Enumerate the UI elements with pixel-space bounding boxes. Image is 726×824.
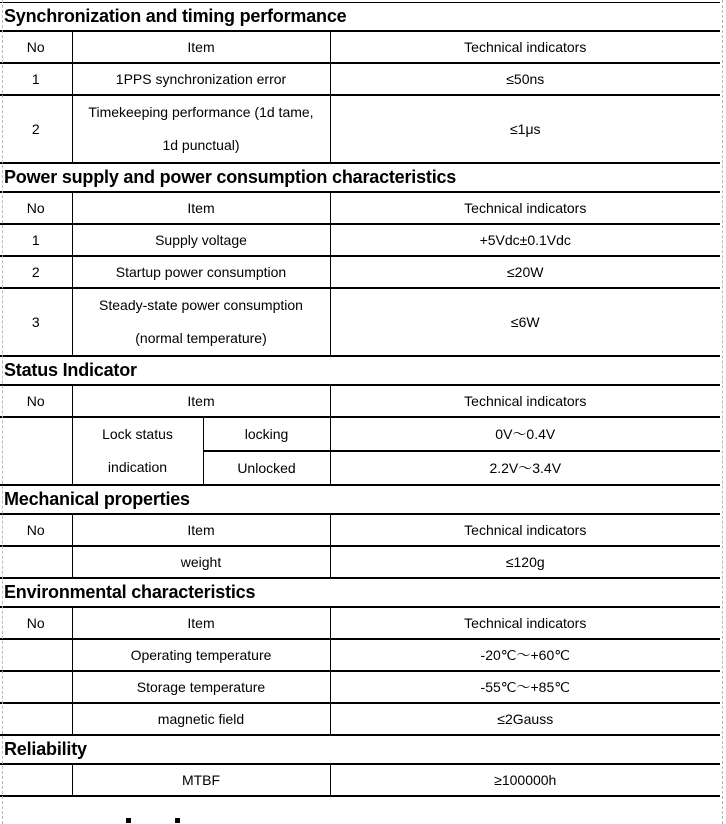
section-heading: Synchronization and timing performance: [4, 6, 347, 26]
cell-item: Operating temperature: [72, 639, 330, 671]
header-cell-indicator: Technical indicators: [330, 607, 720, 639]
table-row: [0, 703, 720, 735]
text-boundary-right-guide: [722, 0, 723, 824]
spec-table: [0, 513, 720, 579]
cutoff-text-fragment: [175, 818, 180, 823]
spec-table: [0, 763, 720, 797]
spec-table: [0, 606, 720, 736]
table-row: [0, 288, 720, 356]
header-cell-item: Item: [72, 385, 330, 417]
cell-indicator: ≤120g: [330, 546, 720, 578]
spec-table: [0, 30, 720, 164]
cell-item: Supply voltage: [72, 224, 330, 256]
table-row: [0, 764, 720, 796]
cell-item: [72, 288, 330, 356]
cell-no: 1: [0, 63, 72, 95]
section-heading: Status Indicator: [4, 360, 137, 380]
header-cell-no: No: [0, 192, 72, 224]
table-row: [0, 546, 720, 578]
cell-item-line2: (normal temperature): [135, 330, 267, 346]
cell-item-line2: 1d punctual): [162, 137, 240, 153]
header-cell-no: No: [0, 514, 72, 546]
section-heading: Mechanical properties: [4, 489, 190, 509]
cell-indicator: ≤2Gauss: [330, 703, 720, 735]
cell-no: 2: [0, 256, 72, 288]
table-row: [0, 224, 720, 256]
cell-indicator: +5Vdc±0.1Vdc: [330, 224, 720, 256]
cell-sub-item: Unlocked: [203, 451, 330, 485]
table-row: [0, 639, 720, 671]
cell-indicator: ≤1μs: [330, 95, 720, 163]
section-heading: Power supply and power consumption characteristics: [4, 167, 457, 187]
table-header-row: [0, 514, 720, 546]
cell-item: MTBF: [72, 764, 330, 796]
section-reliability: [0, 736, 720, 797]
header-cell-no: No: [0, 607, 72, 639]
cell-item-group: [72, 417, 203, 485]
cell-no: [0, 546, 72, 578]
table-header-row: [0, 385, 720, 417]
header-cell-item: Item: [72, 514, 330, 546]
table-header-row: [0, 607, 720, 639]
cell-item: 1PPS synchronization error: [72, 63, 330, 95]
section-power-supply: [0, 164, 720, 357]
section-heading: Reliability: [4, 739, 87, 759]
cell-indicator: 2.2V～3.4V: [330, 451, 720, 485]
cell-item: weight: [72, 546, 330, 578]
cell-item-line1: Lock status: [102, 426, 173, 442]
cell-item: Startup power consumption: [72, 256, 330, 288]
section-mechanical: [0, 486, 720, 579]
cell-no: 2: [0, 95, 72, 163]
header-cell-no: No: [0, 31, 72, 63]
cell-no: [0, 417, 72, 485]
spec-table: [0, 384, 720, 486]
table-row: [0, 256, 720, 288]
cell-item: Storage temperature: [72, 671, 330, 703]
cell-sub-item: locking: [203, 417, 330, 451]
cell-indicator: ≤20W: [330, 256, 720, 288]
cell-indicator: ≤6W: [330, 288, 720, 356]
header-cell-no: No: [0, 385, 72, 417]
cell-no: 3: [0, 288, 72, 356]
cell-indicator: ≤50ns: [330, 63, 720, 95]
section-heading: Environmental characteristics: [4, 582, 256, 602]
cell-item: magnetic field: [72, 703, 330, 735]
cell-item-line1: Steady-state power consumption: [99, 297, 303, 313]
table-row: [0, 671, 720, 703]
section-sync-timing: [0, 3, 720, 164]
table-row: [0, 95, 720, 163]
section-environmental: [0, 579, 720, 736]
cell-no: [0, 764, 72, 796]
cell-indicator: 0V～0.4V: [330, 417, 720, 451]
cell-no: [0, 639, 72, 671]
spec-table: [0, 191, 720, 357]
header-cell-item: Item: [72, 31, 330, 63]
section-status-indicator: [0, 357, 720, 486]
cell-indicator: -20℃～+60℃: [330, 639, 720, 671]
cell-item-line2: indication: [107, 459, 168, 475]
table-row: [0, 63, 720, 95]
header-cell-indicator: Technical indicators: [330, 31, 720, 63]
document-content: [0, 2, 720, 797]
table-row: [0, 417, 720, 451]
header-cell-indicator: Technical indicators: [330, 192, 720, 224]
header-cell-indicator: Technical indicators: [330, 514, 720, 546]
cell-item-line1: Timekeeping performance (1d tame,: [88, 104, 314, 120]
cell-item: [72, 95, 330, 163]
text-boundary-left-guide: [2, 0, 3, 824]
cell-no: [0, 671, 72, 703]
header-cell-indicator: Technical indicators: [330, 385, 720, 417]
cell-no: 1: [0, 224, 72, 256]
header-cell-item: Item: [72, 192, 330, 224]
cutoff-text-fragment: [126, 818, 131, 823]
table-header-row: [0, 31, 720, 63]
cell-no: [0, 703, 72, 735]
header-cell-item: Item: [72, 607, 330, 639]
cell-indicator: ≥100000h: [330, 764, 720, 796]
table-header-row: [0, 192, 720, 224]
cell-indicator: -55℃～+85℃: [330, 671, 720, 703]
